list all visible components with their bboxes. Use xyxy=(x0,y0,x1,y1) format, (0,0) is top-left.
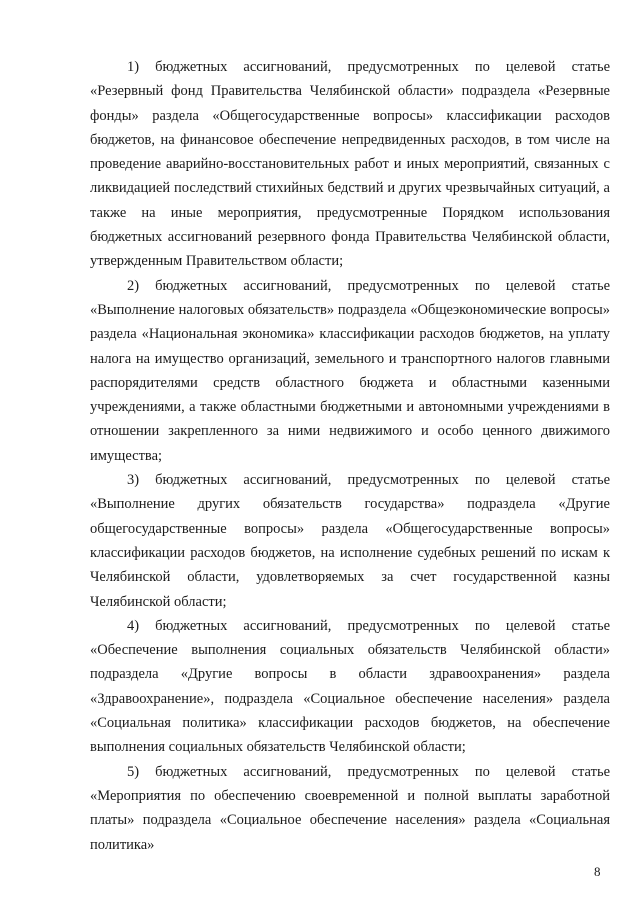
paragraph-item-1: 1) бюджетных ассигнований, предусмотренных по целевой статье «Резервный фонд Правительства Челябинской области» подраздела «Резервные фонды» раздела «Общегосударственные вопросы» классификации расходов бюджетов, на финансовое обеспечение непредвиденных расходов, в том числе на проведение аварийно-восстановительных работ и иных мероприятий, связанных с ликвидацией последствий стихийных бедствий и других чрезвычайных ситуаций, а также на иные мероприятия, предусмотренные Порядком использования бюджетных ассигнований резервного фонда Правительства Челябинской области, утвержденным Правительством области; xyxy=(90,59,610,270)
paragraph-item-2: 2) бюджетных ассигнований, предусмотренных по целевой статье «Выполнение налоговых обязательств» подраздела «Общеэкономические вопросы» раздела «Национальная экономика» классификации расходов бюджетов, на уплату налога на имущество организаций, земельного и транспортного налогов главными распорядителями средств областного бюджета и областными казенными учреждениями, а также областными бюджетными и автономными учреждениями в отношении закрепленного за ними недвижимого и особо ценного движимого имущества; xyxy=(90,277,610,464)
paragraph-item-4: 4) бюджетных ассигнований, предусмотренных по целевой статье «Обеспечение выполнения социальных обязательств Челябинской области» подраздела «Другие вопросы в области здравоохранения» раздела «Здравоохранение», подраздела «Социальное обеспечение населения» раздела «Социальная политика» классификации расходов бюджетов, на обеспечение выполнения социальных обязательств Челябинской области; xyxy=(90,617,610,756)
document-body xyxy=(90,55,610,857)
page-number: 8 xyxy=(594,864,601,879)
paragraph-item-5: 5) бюджетных ассигнований, предусмотренных по целевой статье «Мероприятия по обеспечению своевременной и полной выплаты заработной платы» подраздела «Социальное обеспечение населения» раздела «Социальная политика» xyxy=(90,763,610,853)
paragraph-item-3: 3) бюджетных ассигнований, предусмотренных по целевой статье «Выполнение других обязательств государства» подраздела «Другие общегосударственные вопросы» раздела «Общегосударственные вопросы» классификации расходов бюджетов, на исполнение судебных решений по искам к Челябинской области, удовлетворяемых за счет государственной казны Челябинской области; xyxy=(90,472,610,610)
